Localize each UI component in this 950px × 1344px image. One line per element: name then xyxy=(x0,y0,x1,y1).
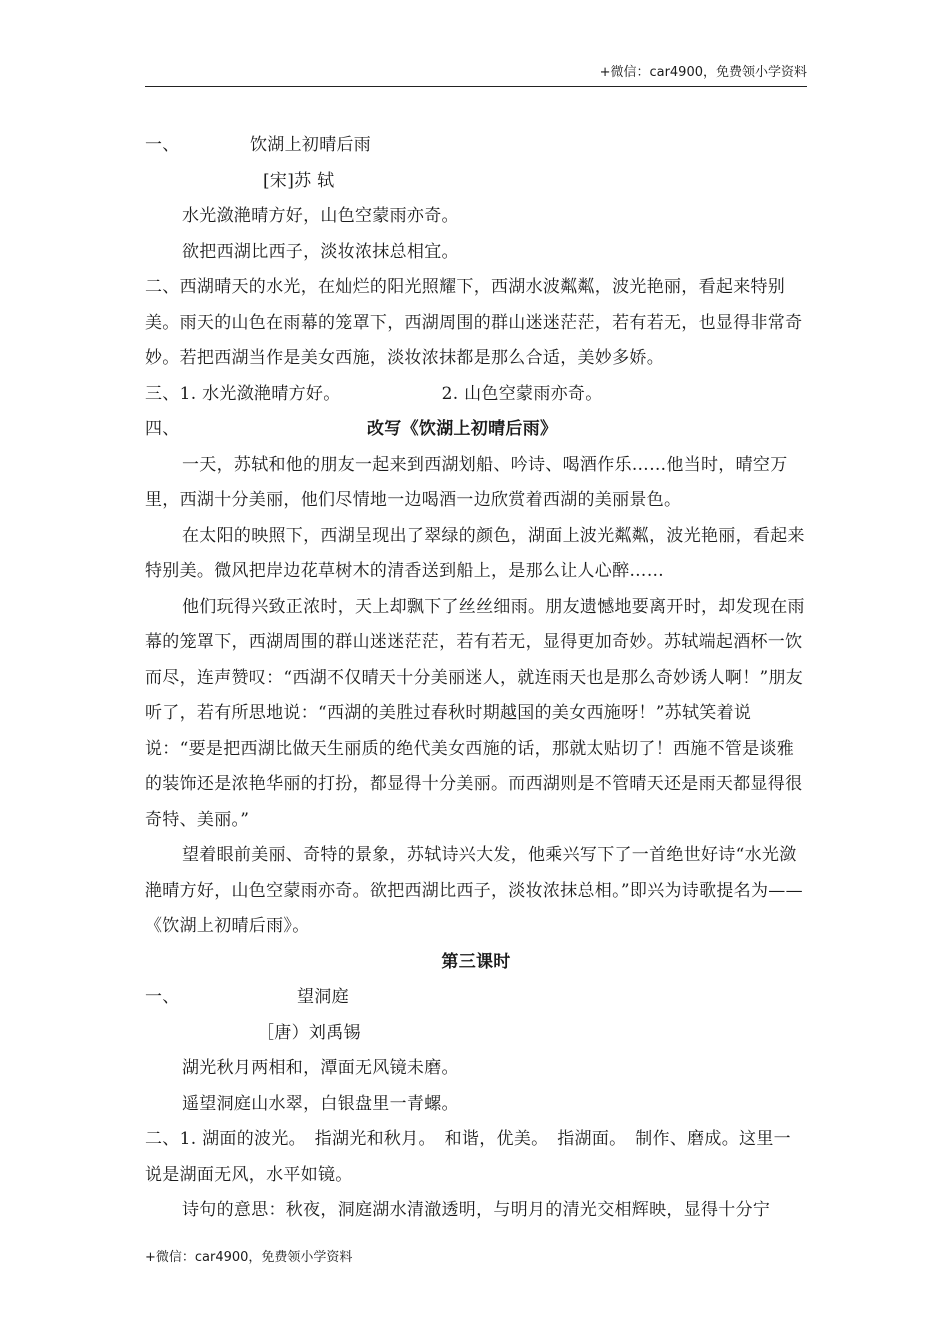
lesson3-poem-author: ［唐）刘禹锡 xyxy=(257,1022,361,1043)
sec3-row xyxy=(145,377,807,413)
page-header: +微信：car4900，免费领小学资料 xyxy=(145,64,807,87)
page-footer: +微信：car4900，免费领小学资料 xyxy=(145,1250,353,1265)
sec3-item-1: 1. 水光潋滟晴方好。 xyxy=(179,383,341,404)
lesson3-title-row xyxy=(145,980,807,1016)
rewrite-paragraph-1: 一天，苏轼和他的朋友一起来到西湖划船、吟诗、喝酒作乐……他当时，晴空万里，西湖十分美丽，他们尽情地一边喝酒一边欣赏着西湖的美丽景色。 xyxy=(145,454,788,510)
poem-title: 饮湖上初晴后雨 xyxy=(250,135,372,155)
rewrite-paragraph-4: 望着眼前美丽、奇特的景象，苏轼诗兴大发，他乘兴写下了一首绝世好诗“水光潋滟晴方好，山色空蒙雨亦奇。欲把西湖比西子，淡妆浓抹总相。”即兴为诗歌提名为——《饮湖上初晴后雨》。 xyxy=(145,845,803,936)
lesson3-heading: 第三课时 xyxy=(441,951,511,972)
rewrite-paragraph-2: 在太阳的映照下，西湖呈现出了翠绿的颜色，湖面上波光粼粼，波光艳丽，看起来特别美。微风把岸边花草树木的清香送到船上，是那么让人心醉…… xyxy=(145,525,805,581)
lesson3-meaning-paragraph: 诗句的意思：秋夜，洞庭湖水清澈透明，与明月的清光交相辉映，显得十分宁 xyxy=(182,1200,771,1220)
poem-line-2: 欲把西湖比西子，淡妆浓抹总相宜。 xyxy=(182,241,459,262)
lesson3-poem-line-1: 湖光秋月两相和，潭面无风镜未磨。 xyxy=(182,1058,459,1078)
lesson3-sec1-number: 一、 xyxy=(145,987,180,1007)
rewrite-title: 改写《饮湖上初晴后雨》 xyxy=(367,419,558,439)
sec3-number: 三、 xyxy=(145,383,180,404)
sec1-number: 一、 xyxy=(145,135,180,155)
sec4-title-row xyxy=(145,412,807,448)
lesson3-sec2-paragraph: 二、1. 湖面的波光。 指湖光和秋月。 和谐，优美。 指湖面。 制作、磨成。这里一说是湖面无风，水平如镜。 xyxy=(145,1129,791,1185)
poem-line-1: 水光潋滟晴方好，山色空蒙雨亦奇。 xyxy=(182,206,459,226)
document-body xyxy=(145,128,807,1229)
sec2-paragraph: 二、西湖晴天的水光，在灿烂的阳光照耀下，西湖水波粼粼，波光艳丽，看起来特别美。雨天的山色在雨幕的笼罩下，西湖周围的群山迷迷茫茫，若有若无，也显得非常奇妙。若把西湖当作是美女西施，淡妆浓抹都是那么合适，美妙多娇。 xyxy=(145,277,803,368)
lesson3-poem-title: 望洞庭 xyxy=(297,987,349,1007)
sec3-item-2: 2. 山色空蒙雨亦奇。 xyxy=(441,383,603,404)
sec1-title-row xyxy=(145,128,807,164)
lesson3-poem-line-2: 遥望洞庭山水翠，白银盘里一青螺。 xyxy=(182,1093,459,1114)
sec4-number: 四、 xyxy=(145,419,180,439)
poem-author: [宋]苏 轼 xyxy=(263,170,335,191)
rewrite-paragraph-3: 他们玩得兴致正浓时，天上却飘下了丝丝细雨。朋友遗憾地要离开时，却发现在雨幕的笼罩下，西湖周围的群山迷迷茫茫，若有若无，显得更加奇妙。苏轼端起酒杯一饮而尽，连声赞叹：“西湖不仅晴天十分美丽迷人，就连雨天也是那么奇妙诱人啊！”朋友听了，若有所思地说：“西湖的美胜过春秋时期越国的美女西施呀！”苏轼笑着说说：“要是把西湖比做天生丽质的绝代美女西施的话，那就太贴切了！西施不管是谈雅的装饰还是浓艳华丽的打扮，都显得十分美丽。而西湖则是不管晴天还是雨天都显得很奇特、美丽。” xyxy=(145,596,805,830)
